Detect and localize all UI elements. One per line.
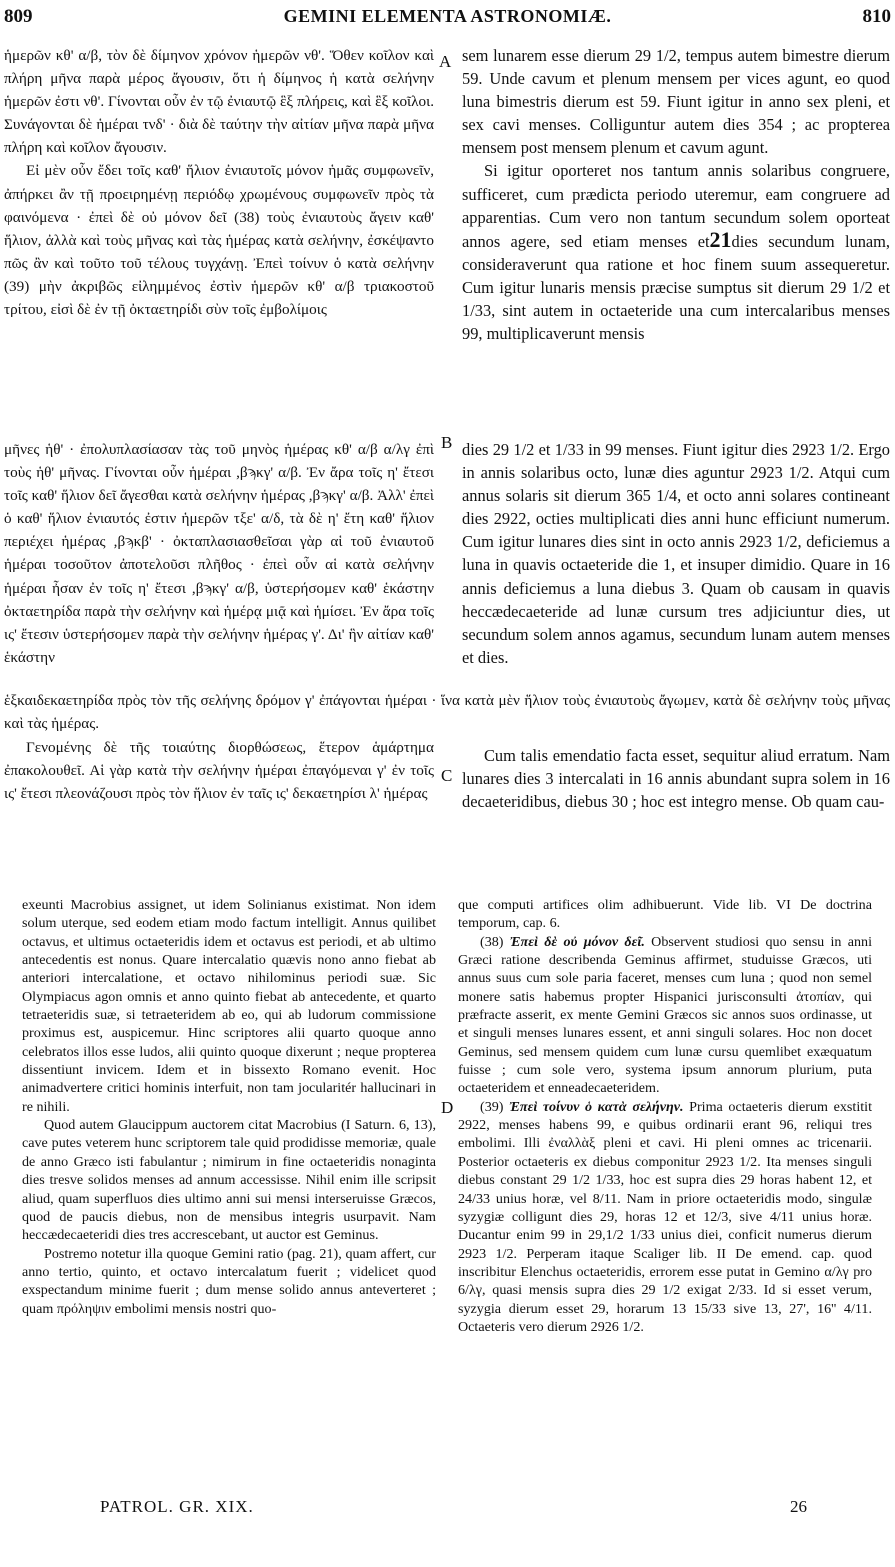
footnotes-right-column	[458, 896, 872, 1336]
greek-paragraph: ἡμερῶν κθ' α/β, τὸν δὲ δίμηνον χρόνον ἡμερῶν νθ'. Ὅθεν κοῖλον καὶ πλήρη μῆνα παρὰ μέρος ἄγουσιν, ὅτι ἡ δίμηνος ἡ κατὰ σελήνην ἡμερῶν ἐστι νθ'. Γίνονται οὖν ἐν τῷ ἐνιαυτῷ ἓξ πλήρεις, καὶ ἓξ κοῖλοι. Συνάγονται δὲ ἡμέραι τνδ' · διὰ δὲ ταύτην τὴν αἰτίαν μῆνα παρὰ μῆνα πλήρη καὶ κοῖλον ἄγουσιν.	[4, 47, 434, 157]
greek-paragraph: Γενομένης δὲ τῆς τοιαύτης διορθώσεως, ἕτερον ἁμάρτημα ἐπακολουθεῖ. Αἱ γὰρ κατὰ τὴν σελήνην ἡμέραι ἐπαγόμεναι γ' ἐν τοῖς ις' ἔτεσι πλεονάζουσι πρὸς τὸν ἥλιον ἐν ταῖς ις' δεκαετηρίσι λ' ἡμέρας	[4, 739, 434, 803]
latin-paragraph: sem lunarem esse dierum 29 1/2, tempus autem bimestre dierum 59. Unde cavum et plenum mensem per vices agunt, eo quod luna bimestris dierum est 59. Fiunt igitur in anno sex pleni, et sex cavi menses. Colliguntur autem dies 354 ; ac propterea mensem post mensem plenum et cavum agunt.	[462, 46, 890, 158]
greek-paragraph: ἑξκαιδεκαετηρίδα πρὸς τὸν τῆς σελήνης δρόμον γ' ἐπάγονται ἡμέραι · ἵνα κατὰ μὲν ἥλιον τοὺς ἐνιαυτοὺς ἄγωμεν, κατὰ δὲ σελήνην τοὺς μῆνας καὶ τὰς ἡμέρας.	[4, 692, 890, 733]
footnote-paragraph: Quod autem Glaucippum auctorem citat Macrobius (I Saturn. 6, 13), cave putes veterem hunc scriptorem tale quid prodidisse memoriæ, quale de anno Græco isti fabulantur ; nimirum in fine octaeteridis nonaginta dies tresve solidos menses ad annum accessisse. Nihil enim ille scripsit aliud, quam superfluos dies ultimo anni sui mensi interseruisse Græcos, quod de paucis diebus, non de mensibus integris usurpavit. Nam heccædecaeteridi dies tres accrescebant, ut auctor est Geminus.	[22, 1117, 436, 1244]
footnote-39: (39) Ἐπεὶ τοίνυν ὁ κατὰ σελήνην. Prima octaeteris dierum exstitit 2922, menses habens 99, e quibus ordinarii erant 96, reliqui tres embolimi. Illi ἐναλλὰξ pleni et cavi. Hi pleni omnes ac tricenarii. Posterior octaeteris ex diebus componitur 2923 1/2. Ita menses singuli diebus constant 29 1/2 1/33, hoc est supra dies 29 horas habent 12, et 24/33 unius horæ, vel 8/11. Nam in priore octaeteridis modo, singulæ syzygiæ colligunt dies 29, horas 12 et 12/3, sive 4/11 unius horæ. Ducantur enim 99 in 29,1/2 1/33 unius diei, conficit numerus dierum 2923 1/2. Perperam itaque Scaliger lib. II De emend. cap. quod inscribitur Elenchus octaeteridis, errorem esse putat in Gemino α/λγ pro 6/λγ, quasi mensis supra dies 29 1/2 exigat 2/33. Id si esset verum, syzygia dierum esset 29, horarum 13 15/33 sive 13, 27', 16'' 4/11. Octaeteris vero dierum 2926 1/2.	[458, 1098, 872, 1335]
greek-paragraph: Εἰ μὲν οὖν ἔδει τοῖς καθ' ἥλιον ἐνιαυτοῖς μόνον ἡμᾶς συμφωνεῖν, ἀπήρκει ἂν τῇ προειρημένῃ περιόδῳ χρωμένους συμφωνεῖν πρὸς τὰ φαινόμενα · ἐπεὶ δὲ οὐ μόνον δεῖ (38) τοὺς ἐνιαυτοὺς ἄγειν καθ' ἥλιον, ἀλλὰ καὶ τοὺς μῆνας καὶ τὰς ἡμέρας κατὰ σελήνην, ἐσκέψαντο πῶς ἂν καὶ τοῦτο τοῦ τέλους τυγχάνῃ. Ἐπεὶ τοίνυν ὁ κατὰ σελήνην (39) μὴν ἀκριβῶς εἰλημμένος ἐστὶν ἡμερῶν κθ' α/β τριακοστοῦ τρίτου, εἰσὶ δὲ ἐν τῇ ὀκταετηρίδι σὺν τοῖς ἐμβολίμοις	[4, 162, 434, 319]
right-page-number: 810	[862, 6, 891, 27]
greek-text-column-3	[4, 736, 434, 805]
footnote-paragraph: exeunti Macrobius assignet, ut idem Solinianus existimat. Non idem solum uterque, sed eodem etiam modo factum intelligit. Annus quilibet octavus, et ultimus octaeteridis idem et octavus est periodi, et ab ultimo antecedentis est nonus. Quare intercalatio quævis nono anno fiebat ab anteriori intercalatione, et octavo nihilominus periodi suæ. Sic Olympiacus agon omnis et anno quinto fiebat ab antecedente, et quarto tetraeteridis suæ, si tetraeteridem ab eo, qui ab ludorum commissione proximus est, auspicemur. Hinc scriptores alii quarto quoque anno celebratos illos esse ludos, alii quinto quoque dixerunt ; neque propterea dissentiunt invicem. Idem et in bissexto Romano evenit. Hoc animadvertere critici hominis interfuit, non tam jocularitér hallucinari in re nihili.	[22, 897, 436, 1115]
footnotes-left-column	[22, 896, 436, 1318]
greek-text-column-2	[4, 438, 434, 669]
footnote-paragraph: Postremo notetur illa quoque Gemini ratio (pag. 21), quam affert, cur anno tertio, quinto, et octavo intercalatum fuerit ; videlicet quod exspectandum minime fuerit ; dum mense solido annus anteverteret ; quam πρόληψιν embolimi mensis nostri quo-	[22, 1245, 436, 1317]
left-page-number: 809	[4, 6, 33, 27]
footnote-38: (38) Ἐπεὶ δὲ οὐ μόνον δεῖ. Observent studiosi quo sensu in anni Græci ratione describenda Geminus affirmet, studuisse Græcos, uti annus suus cum sole paria faceret, menses cum luna ; quod non semel monere satis habemus propter Hispanici jurisconsulti ἀτοπίαν, qui præfracte asserit, ex mente Gemini Græcos sic annos suos ordinasse, ut et singuli menses lunares essent, et anni singuli solares. Hoc non docet Geminus, sed mensem quidem cum lunæ cursu quemlibet exæquatum fuisse ; cum sole vero, systema ipsum annorum plurium, puta octaeteridem et enneadecaeteridem.	[458, 933, 873, 1097]
footnote-lemma: Ἐπεὶ τοίνυν ὁ κατὰ σελήνην.	[509, 1098, 684, 1115]
running-title: GEMINI ELEMENTA ASTRONOMIÆ.	[283, 6, 612, 26]
collection-signature: PATROL. GR. XIX.	[100, 1497, 254, 1516]
latin-text-column-3	[462, 744, 890, 813]
section-marker-a: A	[439, 52, 452, 71]
latin-paragraph: dies 29 1/2 et 1/33 in 99 menses. Fiunt igitur dies 2923 1/2. Ergo in annis solaribus octo, lunæ dies aguntur 2923 1/2. Atqui cum annus solaris sit dierum 365 1/4, et octo anni solares contineant dies 2922, octies multiplicati dies anni hunc efficiunt numerum. Cum igitur lunares dies sint in octo annis 2923 1/2, deficiemus a luna in quavis octaeteride die 1, et insuper dimidio. Quare in 16 annis deficiemus a luna diebus 3. Quam ob causam in quavis heccædecaeteride ad lunæ cursum tres adjiciuntur dies, ut secundum solem annos agamus, secundum lunam autem menses et dies.	[462, 440, 890, 667]
latin-text-column-2	[462, 438, 890, 669]
greek-full-width-line	[4, 689, 890, 735]
greek-paragraph: μῆνες ἡθ' · ἐπολυπλασίασαν τὰς τοῦ μηνὸς ἡμέρας κθ' α/β α/λγ ἐπὶ τοὺς ἡθ' μῆνας. Γίνονται οὖν ἡμέραι ,βϡκγ' α/β. Ἐν ἄρα τοῖς η' ἔτεσι τοῖς καθ' ἥλιον δεῖ ἄγεσθαι κατὰ σελήνην ἡμέρας ,βϡκγ' α/β. Ἀλλ' ἐπεὶ ὁ καθ' ἥλιον ἐνιαυτός ἐστιν ἡμερῶν τξε' α/δ, τὰ δὲ η' ἔτη καθ' ἥλιον περιέχει ἡμέρας ,βϡκβ' · ὀκταπλασιασθεῖσαι γὰρ αἱ τοῦ ἐνιαυτοῦ ἡμέραι τοσοῦτον ἀποτελοῦσι πλῆθος · ἐπεὶ οὖν αἱ κατὰ σελήνην ἡμέραι ἦσαν ἐν τοῖς η' ἔτεσι ,βϡκγ' α/β, ὑστερήσομεν καθ' ἑκάστην ὀκταετηρίδα παρὰ τὴν σελήνην καὶ ἡμέρᾳ μιᾷ καὶ ἡμίσει. Ἐν ἄρα τοῖς ις' ἔτεσιν ὑστερήσομεν παρὰ τὴν σελήνην ἡμέρας γ'. Δι' ἣν αἰτίαν καθ' ἑκάστην	[4, 441, 434, 666]
footnote-paragraph: que computi artifices olim adhibuerunt. Vide lib. VI De doctrina temporum, cap. 6.	[458, 897, 872, 932]
latin-text-column-1	[462, 44, 890, 345]
section-marker-c: C	[441, 766, 453, 785]
latin-paragraph: Cum talis emendatio facta esset, sequitur aliud erratum. Nam lunares dies 3 intercalati in 16 annis abundant supra solem in 16 decaeteridibus, diebus 30 ; hoc est integro mense. Ob quam cau-	[462, 746, 890, 812]
section-marker-d: D	[441, 1098, 454, 1117]
section-marker-b: B	[441, 433, 453, 452]
inline-page-reference: 21	[709, 226, 732, 252]
latin-paragraph: Si igitur oporteret nos tantum annis solaribus congruere, sufficeret, cum prædicta periodo uteremur, eam congruere ad apparentias. Cum vero non tantum secundum solem oporteat annos agere, sed etiam menses et21dies secundum lunam, consideraverunt qua ratione et hoc finem suum assequeretur. Cum igitur lunaris mensis præcise sumptus sit dierum 29 1/2 et 1/33, sint autem in octaeteride una cum intercalaribus menses 99, multiplicaverunt mensis	[462, 161, 891, 344]
sheet-number: 26	[790, 1497, 807, 1516]
footnote-lemma: Ἐπεὶ δὲ οὐ μόνον δεῖ.	[509, 933, 645, 950]
greek-text-column-1	[4, 44, 434, 321]
running-header	[4, 6, 891, 32]
